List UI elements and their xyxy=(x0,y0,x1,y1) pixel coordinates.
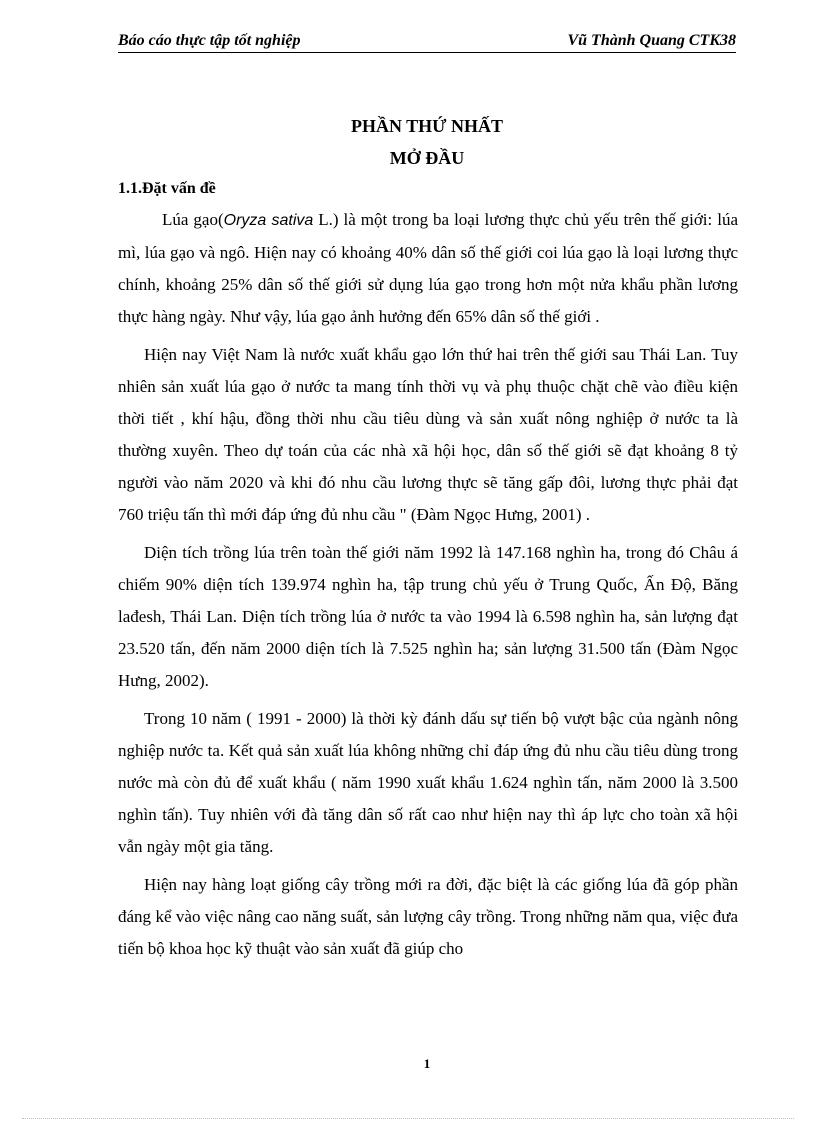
paragraph-1-start: Lúa gạo( xyxy=(162,210,224,229)
paragraph-5: Hiện nay hàng loạt giống cây trồng mới ra đời, đặc biệt là các giống lúa đã góp phần đáng kể vào việc nâng cao năng suất, sản lượng cây trồng. Trong những năm qua, việc đưa tiến bộ khoa học kỹ thuật vào sản xuất đã giúp cho xyxy=(118,875,738,958)
paragraph-1-rest: L.) là một trong ba loại lương thực chủ yếu trên thế giới: lúa mì, lúa gạo và ngô. Hiện nay có khoảng 40% dân số thế giới coi lúa gạo là loại lương thực chính, khoảng 25% dân số thế giới sử dụng lúa gạo trong hơn một nửa khẩu phần lương thực hàng ngày. Như vậy, lúa gạo ảnh hưởng đến 65% dân số thế giới . xyxy=(118,210,738,326)
paragraph-1 xyxy=(118,204,738,333)
header-author: Vũ Thành Quang CTK38 xyxy=(567,32,736,49)
paragraph-2: Hiện nay Việt Nam là nước xuất khẩu gạo lớn thứ hai trên thế giới sau Thái Lan. Tuy nhiên sản xuất lúa gạo ở nước ta mang tính thời vụ và phụ thuộc chặt chẽ vào điều kiện thời tiết , khí hậu, đồng thời nhu cầu tiêu dùng và sản xuất nông nghiệp ở nước ta là thường xuyên. Theo dự toán của các nhà xã hội học, dân số thế giới sẽ đạt khoảng 8 tỷ người vào năm 2020 và khi đó nhu cầu lương thực sẽ tăng gấp đôi, lương thực phải đạt 760 triệu tấn thì mới đáp ứng đủ nhu cầu " (Đàm Ngọc Hưng, 2001) . xyxy=(118,345,738,524)
page-header xyxy=(118,30,736,53)
page-number: 1 xyxy=(423,1056,431,1071)
paragraph-4: Trong 10 năm ( 1991 - 2000) là thời kỳ đánh dấu sự tiến bộ vượt bậc của ngành nông nghiệp nước ta. Kết quả sản xuất lúa không những chỉ đáp ứng đủ nhu cầu tiêu dùng trong nước mà còn đủ để xuất khẩu ( năm 1990 xuất khẩu 1.624 nghìn tấn, năm 2000 là 3.500 nghìn tấn). Tuy nhiên với đà tăng dân số rất cao như hiện nay thì áp lực cho toàn xã hội vẫn ngày một gia tăng. xyxy=(118,709,738,856)
scientific-name: Oryza sativa xyxy=(223,212,314,229)
body-text xyxy=(118,204,738,971)
paragraph-3: Diện tích trồng lúa trên toàn thế giới năm 1992 là 147.168 nghìn ha, trong đó Châu á chiếm 90% diện tích 139.974 nghìn ha, tập trung chủ yếu ở Trung Quốc, Ấn Độ, Băng lađesh, Thái Lan. Diện tích trồng lúa ở nước ta vào 1994 là 6.598 nghìn ha, sản lượng đạt 23.520 tấn, đến năm 2000 diện tích là 7.525 nghìn ha; sản lượng 31.500 tấn (Đàm Ngọc Hưng, 2002). xyxy=(118,543,738,690)
header-report-title: Báo cáo thực tập tốt nghiệp xyxy=(118,32,301,49)
chapter-title: MỞ ĐẦU xyxy=(389,148,465,168)
page-bottom-border xyxy=(22,1118,794,1119)
part-title: PHẦN THỨ NHẤT xyxy=(350,116,503,136)
section-heading: 1.1.Đặt vấn đề xyxy=(118,180,216,197)
